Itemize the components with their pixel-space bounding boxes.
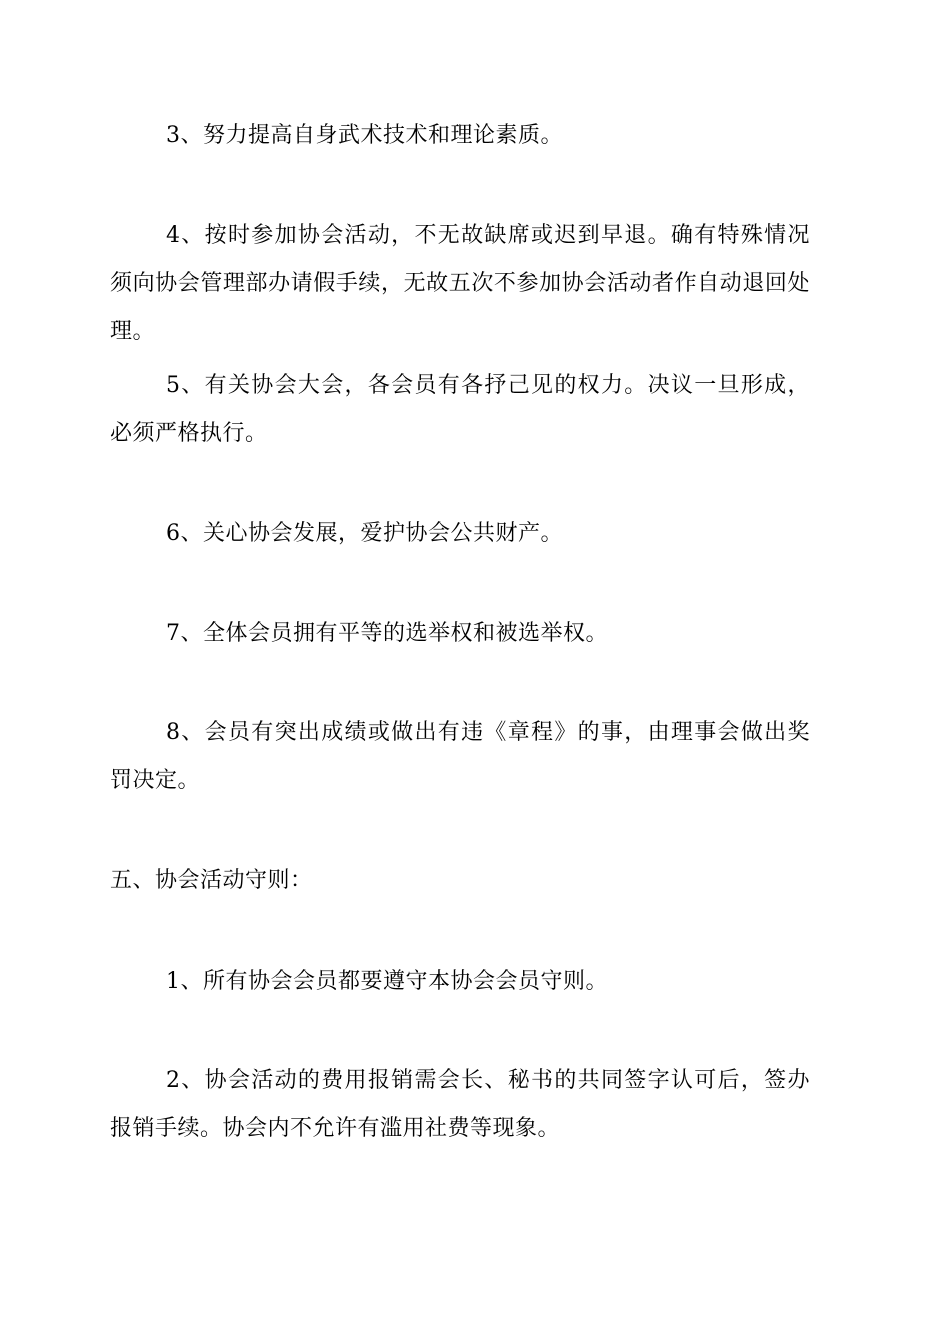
- rule-item-3: 3、努力提高自身武术技术和理论素质。: [166, 123, 563, 148]
- rule-item-8: 8、会员有突出成绩或做出有违《章程》的事，由理事会做出奖罚决定。: [110, 720, 810, 793]
- rule-item-6: 6、关心协会发展，爱护协会公共财产。: [166, 521, 563, 546]
- rule-item-4: 4、按时参加协会活动，不无故缺席或迟到早退。确有特殊情况须向协会管理部办请假手续，无故五次不参加协会活动者作自动退回处理。: [110, 223, 810, 344]
- rule-item-7: 7、全体会员拥有平等的选举权和被选举权。: [166, 621, 608, 646]
- section-heading-5: 五、协会活动守则：: [110, 868, 313, 893]
- activity-rule-1: 1、所有协会会员都要遵守本协会会员守则。: [166, 969, 608, 994]
- rule-item-5: 5、有关协会大会，各会员有各抒己见的权力。决议一旦形成，必须严格执行。: [110, 373, 810, 446]
- activity-rule-2: 2、协会活动的费用报销需会长、秘书的共同签字认可后，签办报销手续。协会内不允许有滥用社费等现象。: [110, 1068, 810, 1141]
